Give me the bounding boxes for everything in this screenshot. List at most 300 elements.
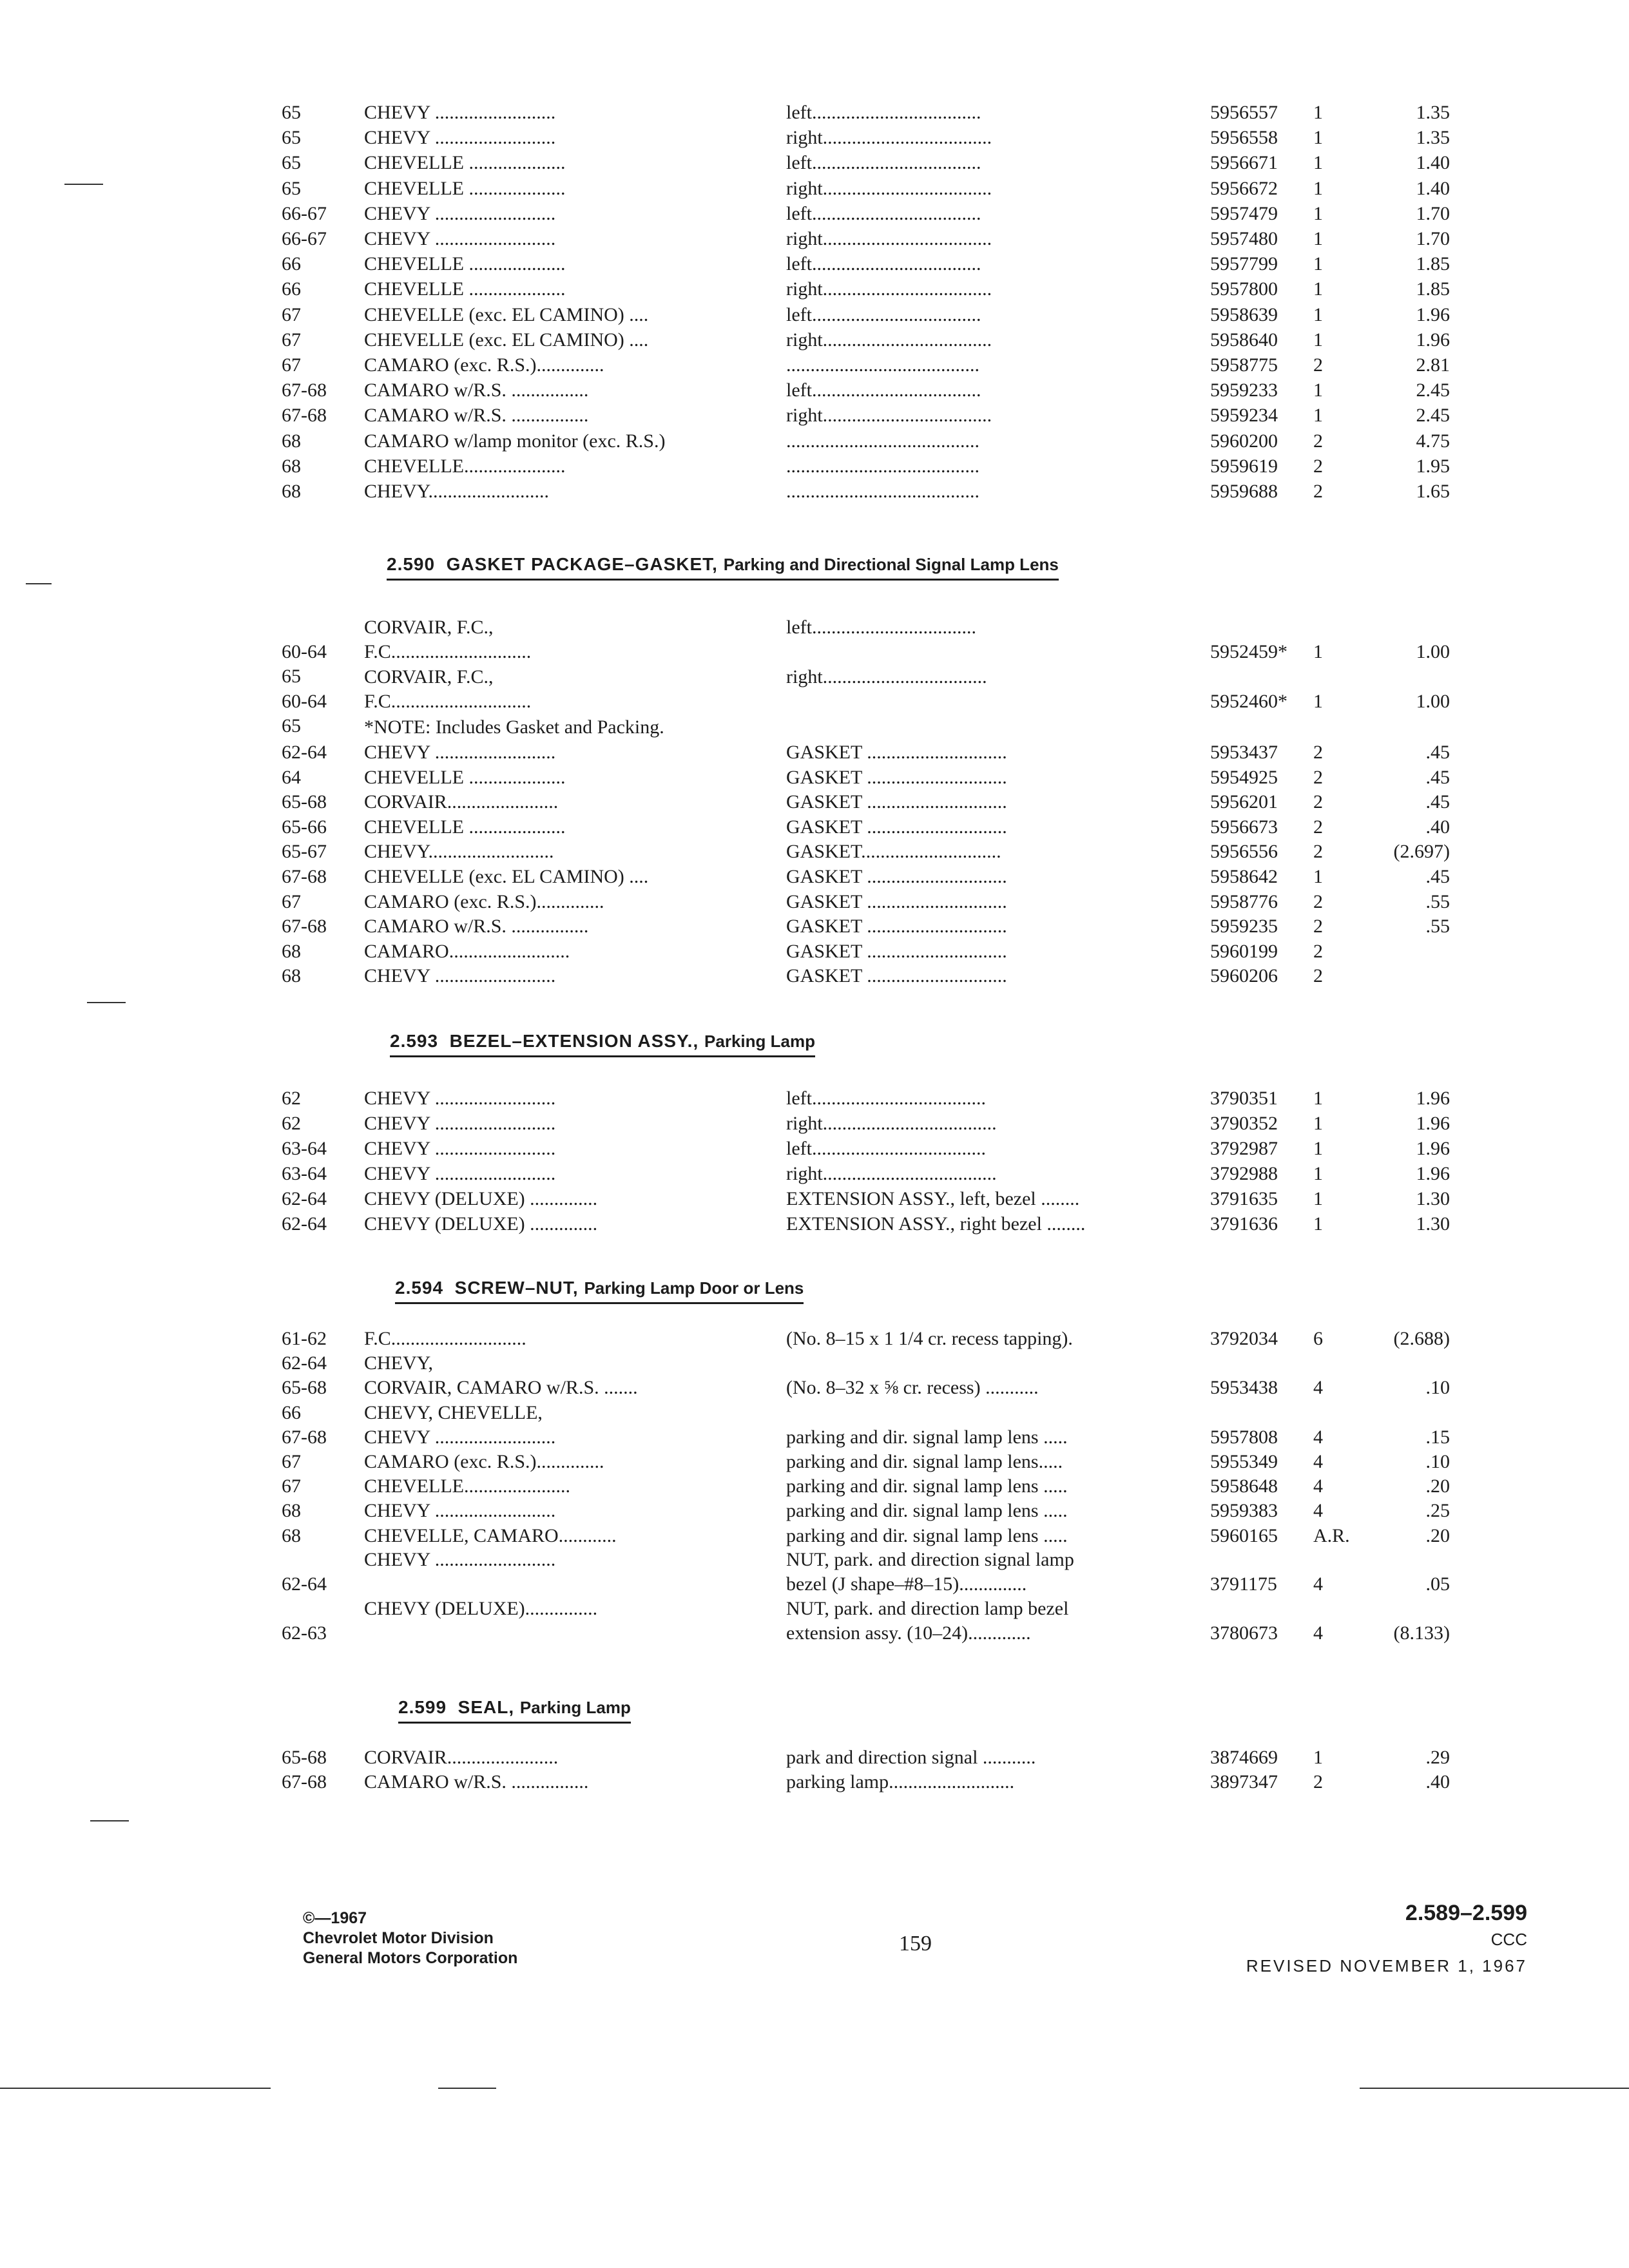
year: 67-68 [282, 1771, 327, 1792]
section-number: 2.594 [395, 1278, 444, 1298]
quantity: 4 [1313, 1377, 1323, 1398]
parts-row [0, 1769, 1629, 1795]
section-title: GASKET PACKAGE–GASKET, [446, 554, 718, 574]
part-number: 3792034 [1210, 1328, 1278, 1349]
description: GASKET ............................. [786, 891, 1007, 912]
price: 2.81 [1416, 354, 1450, 376]
model: CHEVY ......................... [364, 965, 556, 986]
parts-row [0, 1523, 1629, 1549]
bottom-rule [1360, 2088, 1629, 2089]
model: CHEVELLE..................... [364, 456, 566, 477]
price: .45 [1425, 866, 1450, 887]
model: CHEVELLE, CAMARO............ [364, 1525, 617, 1546]
quantity: 4 [1313, 1500, 1323, 1521]
parts-row [0, 327, 1629, 353]
quantity: A.R. [1313, 1525, 1350, 1546]
price: 1.96 [1416, 1163, 1450, 1184]
part-number: 5960199 [1210, 941, 1278, 962]
model: CHEVY, CHEVELLE, [364, 1402, 543, 1423]
quantity: 2 [1313, 965, 1323, 986]
quantity: 1 [1313, 228, 1323, 249]
year: 65-66 [282, 816, 327, 838]
description: left.................................... [786, 1138, 986, 1159]
description: parking and dir. signal lamp lens..... [786, 1451, 1063, 1472]
price: 1.30 [1416, 1213, 1450, 1235]
description: GASKET ............................. [786, 767, 1007, 788]
model: CAMARO w/R.S. ................ [364, 916, 589, 937]
model: CHEVY ......................... [364, 228, 556, 249]
section-title: BEZEL–EXTENSION ASSY., [449, 1031, 699, 1051]
parts-row [0, 1350, 1629, 1376]
year: 65 [282, 152, 301, 173]
margin-mark [90, 1820, 129, 1821]
quantity: 1 [1313, 1088, 1323, 1109]
price: .05 [1425, 1573, 1450, 1595]
price: 1.85 [1416, 253, 1450, 274]
description: GASKET ............................. [786, 816, 1007, 838]
part-number: 5953438 [1210, 1377, 1278, 1398]
description: GASKET............................. [786, 841, 1001, 862]
parts-row [0, 302, 1629, 328]
price: 1.70 [1416, 228, 1450, 249]
year: 66 [282, 278, 301, 300]
section-subtitle: Parking Lamp [519, 1698, 631, 1717]
parts-row [0, 1548, 1629, 1599]
price: 1.96 [1416, 1113, 1450, 1134]
section-heading-line [395, 1278, 804, 1304]
part-number: 5959383 [1210, 1500, 1278, 1521]
parts-row [0, 276, 1629, 302]
parts-row [0, 428, 1629, 454]
year: 65-68 [282, 1747, 327, 1768]
section-heading [0, 554, 1629, 586]
publisher-block [303, 1908, 517, 1968]
parts-row [0, 740, 1629, 765]
quantity: 2 [1313, 816, 1323, 838]
parts-row [0, 1474, 1629, 1499]
section-heading-line [387, 554, 1059, 581]
bottom-rule [438, 2088, 496, 2089]
quantity: 2 [1313, 916, 1323, 937]
part-number: 5959233 [1210, 380, 1278, 401]
model: CHEVY ......................... [364, 127, 556, 148]
description: left.................................... [786, 1088, 986, 1109]
part-number: 5958776 [1210, 891, 1278, 912]
part-number: 3791636 [1210, 1213, 1278, 1235]
year: 62 [282, 1088, 301, 1109]
bottom-rule [0, 2088, 271, 2089]
model: CAMARO w/R.S. ................ [364, 1771, 589, 1792]
year: 68 [282, 1500, 301, 1521]
year: 68 [282, 430, 301, 452]
model: CHEVY ......................... [364, 1427, 556, 1448]
margin-mark [64, 184, 103, 185]
quantity: 1 [1313, 1163, 1323, 1184]
section-subtitle: Parking Lamp Door or Lens [584, 1278, 804, 1298]
part-number: 5960200 [1210, 430, 1278, 452]
model: CHEVY ......................... [364, 1163, 556, 1184]
part-number: 5959234 [1210, 405, 1278, 426]
description: left................................... [786, 102, 981, 123]
part-number: 5957808 [1210, 1427, 1278, 1448]
price: 1.35 [1416, 102, 1450, 123]
parts-row [0, 125, 1629, 151]
description: ........................................ [786, 456, 979, 477]
corporation-name: General Motors Corporation [303, 1949, 518, 1967]
year: 60-64 65 [282, 641, 327, 687]
parts-row [0, 1186, 1629, 1212]
model: CAMARO w/lamp monitor (exc. R.S.) [364, 430, 666, 452]
part-number: 3791175 [1210, 1573, 1277, 1595]
price: 1.96 [1416, 1138, 1450, 1159]
quantity: 2 [1313, 481, 1323, 502]
quantity: 1 [1313, 1188, 1323, 1209]
price: .45 [1425, 791, 1450, 812]
parts-row [0, 403, 1629, 428]
part-number: 3874669 [1210, 1747, 1278, 1768]
price: .40 [1425, 816, 1450, 838]
year: 63-64 [282, 1163, 327, 1184]
price: 1.70 [1416, 203, 1450, 224]
parts-row [0, 963, 1629, 989]
model: *NOTE: Includes Gasket and Packing. [364, 716, 664, 738]
parts-row [0, 226, 1629, 252]
price: .20 [1425, 1475, 1450, 1497]
parts-row [0, 939, 1629, 965]
year: 67-68 [282, 380, 327, 401]
model: CHEVELLE (exc. EL CAMINO) .... [364, 329, 649, 351]
part-number: 5957799 [1210, 253, 1278, 274]
quantity: 1 [1313, 380, 1323, 401]
parts-row [0, 1425, 1629, 1450]
model: CORVAIR, F.C., F.C............................. [364, 617, 532, 662]
page-number: 159 [899, 1932, 932, 1956]
quantity: 1 [1313, 1138, 1323, 1159]
quantity: 1 [1313, 1213, 1323, 1235]
year: 66-67 [282, 203, 327, 224]
parts-row [0, 1086, 1629, 1111]
parts-row [0, 454, 1629, 479]
model: CHEVY......................... [364, 481, 549, 502]
price: .10 [1425, 1451, 1450, 1472]
part-number: 5952460* [1210, 691, 1287, 712]
parts-row [0, 479, 1629, 505]
model: CHEVY ......................... [364, 742, 556, 763]
part-number: 3791635 [1210, 1188, 1278, 1209]
model: CHEVELLE .................... [364, 816, 566, 838]
year: 62-64 [282, 742, 327, 763]
part-number: 5956201 [1210, 791, 1278, 812]
section-number: 2.599 [398, 1697, 447, 1717]
quantity: 4 [1313, 1451, 1323, 1472]
quantity: 1 [1313, 1747, 1323, 1768]
parts-row [0, 251, 1629, 277]
model: CHEVY ......................... [364, 203, 556, 224]
parts-row [0, 1400, 1629, 1426]
model: CORVAIR....................... [364, 1747, 559, 1768]
quantity: 2 [1313, 354, 1323, 376]
parts-row [0, 839, 1629, 865]
part-number: 5956556 [1210, 841, 1278, 862]
description: right................................... [786, 178, 992, 199]
model: CHEVELLE...................... [364, 1475, 570, 1497]
parts-row [0, 100, 1629, 126]
year: 62-63 [282, 1622, 327, 1644]
part-number: 5958775 [1210, 354, 1278, 376]
margin-mark [87, 1002, 126, 1003]
price: .45 [1425, 742, 1450, 763]
description: left................................... [786, 253, 981, 274]
parts-row [0, 1597, 1629, 1648]
price: .20 [1425, 1525, 1450, 1546]
price: .40 [1425, 1771, 1450, 1792]
quantity: 1 [1313, 152, 1323, 173]
year: 67 [282, 1451, 301, 1472]
quantity: 2 [1313, 941, 1323, 962]
part-number: 5956671 [1210, 152, 1278, 173]
part-number: 5953437 [1210, 742, 1278, 763]
model: CHEVY ......................... [364, 1138, 556, 1159]
description: parking and dir. signal lamp lens ..... [786, 1525, 1068, 1546]
description: GASKET ............................. [786, 791, 1007, 812]
description: ........................................ [786, 354, 979, 376]
year: 64 [282, 767, 301, 788]
model: CHEVELLE .................... [364, 767, 566, 788]
description: right................................... [786, 228, 992, 249]
model: CHEVY (DELUXE)............... [364, 1598, 598, 1619]
description: GASKET ............................. [786, 916, 1007, 937]
section-heading [0, 1031, 1629, 1063]
section-title: SCREW–NUT, [454, 1278, 579, 1298]
division-name: Chevrolet Motor Division [303, 1929, 494, 1947]
part-number: 5957800 [1210, 278, 1278, 300]
year: 67 [282, 1475, 301, 1497]
price: 1.85 [1416, 278, 1450, 300]
price: 1.00 [1416, 691, 1450, 712]
year: 68 [282, 941, 301, 962]
parts-row [0, 378, 1629, 403]
model: CAMARO......................... [364, 941, 570, 962]
price: 1.96 [1416, 1088, 1450, 1109]
parts-row [0, 352, 1629, 378]
price: (2.688) [1393, 1328, 1450, 1349]
price: .55 [1425, 891, 1450, 912]
parts-row [0, 1449, 1629, 1475]
price: .15 [1425, 1427, 1450, 1448]
description: left................................... [786, 304, 981, 325]
price: 2.45 [1416, 380, 1450, 401]
model: CHEVY ......................... [364, 1549, 556, 1570]
part-number: 5952459* [1210, 641, 1287, 662]
description: left................................... [786, 152, 981, 173]
copyright: ©—1967 [303, 1909, 367, 1927]
part-number: 5957479 [1210, 203, 1278, 224]
description: GASKET ............................. [786, 965, 1007, 986]
description: parking and dir. signal lamp lens ..... [786, 1500, 1068, 1521]
year: 68 [282, 1525, 301, 1546]
price: .25 [1425, 1500, 1450, 1521]
section-title: SEAL, [458, 1697, 515, 1717]
model: CHEVY (DELUXE) .............. [364, 1213, 598, 1235]
quantity: 4 [1313, 1622, 1323, 1644]
quantity: 1 [1313, 178, 1323, 199]
part-number: 5956673 [1210, 816, 1278, 838]
model: CAMARO w/R.S. ................ [364, 380, 589, 401]
description: right................................... [786, 329, 992, 351]
section-heading-line [390, 1031, 815, 1057]
model: CHEVY ......................... [364, 102, 556, 123]
price: 1.00 [1416, 641, 1450, 662]
quantity: 6 [1313, 1328, 1323, 1349]
year: 66 [282, 253, 301, 274]
year: 65 [282, 102, 301, 123]
quantity: 2 [1313, 742, 1323, 763]
model: CHEVY.......................... [364, 841, 554, 862]
description: parking and dir. signal lamp lens ..... [786, 1475, 1068, 1497]
description: NUT, park. and direction signal lamp bezel (J shape–#8–15).............. [786, 1549, 1074, 1595]
model: CAMARO w/R.S. ................ [364, 405, 589, 426]
model: CHEVELLE (exc. EL CAMINO) .... [364, 866, 649, 887]
description: park and direction signal ........... [786, 1747, 1036, 1768]
model: CORVAIR....................... [364, 791, 559, 812]
year: 68 [282, 456, 301, 477]
section-number: 2.590 [387, 554, 436, 574]
year: 67 [282, 891, 301, 912]
year: 61-62 [282, 1328, 327, 1349]
section-number: 2.593 [390, 1031, 439, 1051]
part-number: 5959235 [1210, 916, 1278, 937]
price: .10 [1425, 1377, 1450, 1398]
quantity: 1 [1313, 691, 1323, 712]
description: left.................................. [786, 617, 976, 638]
price: 1.40 [1416, 152, 1450, 173]
year: 66 [282, 1402, 301, 1423]
part-number: 5960165 [1210, 1525, 1278, 1546]
description: GASKET ............................. [786, 941, 1007, 962]
year: 65-68 [282, 1377, 327, 1398]
quantity: 4 [1313, 1573, 1323, 1595]
year: 68 [282, 965, 301, 986]
model: CORVAIR, CAMARO w/R.S. ....... [364, 1377, 638, 1398]
part-number: 5958642 [1210, 866, 1278, 887]
model: CHEVELLE .................... [364, 253, 566, 274]
price: 1.30 [1416, 1188, 1450, 1209]
year: 67-68 [282, 405, 327, 426]
description: ........................................ [786, 430, 979, 452]
revision-date: REVISED NOVEMBER 1, 1967 [1246, 1956, 1527, 1975]
model: CHEVELLE .................... [364, 152, 566, 173]
model: CHEVY ......................... [364, 1500, 556, 1521]
year: 65 [282, 178, 301, 199]
price: 1.96 [1416, 329, 1450, 351]
part-number: 5958640 [1210, 329, 1278, 351]
price: .55 [1425, 916, 1450, 937]
model: CHEVELLE .................... [364, 178, 566, 199]
price: (8.133) [1393, 1622, 1450, 1644]
part-number: 3790351 [1210, 1088, 1278, 1109]
year: 62 [282, 1113, 301, 1134]
section-heading [0, 1278, 1629, 1310]
part-number: 3780673 [1210, 1622, 1278, 1644]
part-number: 5957480 [1210, 228, 1278, 249]
quantity: 1 [1313, 866, 1323, 887]
year: 67 [282, 304, 301, 325]
section-heading [0, 1697, 1629, 1729]
quantity: 2 [1313, 891, 1323, 912]
section-subtitle: Parking Lamp [704, 1032, 815, 1051]
description: right.................................. [786, 666, 987, 687]
part-number: 3792988 [1210, 1163, 1278, 1184]
parts-row [0, 1326, 1629, 1352]
quantity: 1 [1313, 278, 1323, 300]
section-heading-line [398, 1697, 631, 1724]
model: CHEVY (DELUXE) .............. [364, 1188, 598, 1209]
price: 1.95 [1416, 456, 1450, 477]
parts-row [0, 715, 1629, 740]
parts-row [0, 1498, 1629, 1524]
model: CHEVELLE (exc. EL CAMINO) .... [364, 304, 649, 325]
quantity: 4 [1313, 1427, 1323, 1448]
description: left................................... [786, 203, 981, 224]
price: 1.35 [1416, 127, 1450, 148]
year: 67 [282, 354, 301, 376]
price: 1.96 [1416, 304, 1450, 325]
quantity: 1 [1313, 1113, 1323, 1134]
description: EXTENSION ASSY., right bezel ........ [786, 1213, 1086, 1235]
model: CAMARO (exc. R.S.).............. [364, 891, 604, 912]
part-number: 5956557 [1210, 102, 1278, 123]
part-number: 5958639 [1210, 304, 1278, 325]
price: 2.45 [1416, 405, 1450, 426]
year: 67 [282, 329, 301, 351]
quantity: 2 [1313, 1771, 1323, 1792]
model: CHEVELLE .................... [364, 278, 566, 300]
description: ........................................ [786, 481, 979, 502]
description: right................................... [786, 127, 992, 148]
year: 68 [282, 481, 301, 502]
model: CAMARO (exc. R.S.).............. [364, 354, 604, 376]
section-range: 2.589–2.599 [1405, 1901, 1527, 1925]
part-number: 5955349 [1210, 1451, 1278, 1472]
part-number: 3792987 [1210, 1138, 1278, 1159]
quantity: 1 [1313, 304, 1323, 325]
year: 66-67 [282, 228, 327, 249]
part-number: 5960206 [1210, 965, 1278, 986]
parts-row [0, 1745, 1629, 1771]
quantity: 4 [1313, 1475, 1323, 1497]
year: 65-68 [282, 791, 327, 812]
parts-row [0, 864, 1629, 890]
price: .29 [1425, 1747, 1450, 1768]
description: left................................... [786, 380, 981, 401]
quantity: 2 [1313, 430, 1323, 452]
description: GASKET ............................. [786, 866, 1007, 887]
part-number: 5956558 [1210, 127, 1278, 148]
parts-row [0, 201, 1629, 227]
description: right................................... [786, 405, 992, 426]
parts-row [0, 150, 1629, 176]
description: right.................................... [786, 1163, 997, 1184]
model: CHEVY, [364, 1352, 433, 1374]
part-number: 5956672 [1210, 178, 1278, 199]
description: right.................................... [786, 1113, 997, 1134]
quantity: 1 [1313, 102, 1323, 123]
part-number: 5954925 [1210, 767, 1278, 788]
parts-row [0, 789, 1629, 815]
description: EXTENSION ASSY., left, bezel ........ [786, 1188, 1080, 1209]
year: 62-64 [282, 1352, 327, 1374]
parts-row [0, 1161, 1629, 1187]
